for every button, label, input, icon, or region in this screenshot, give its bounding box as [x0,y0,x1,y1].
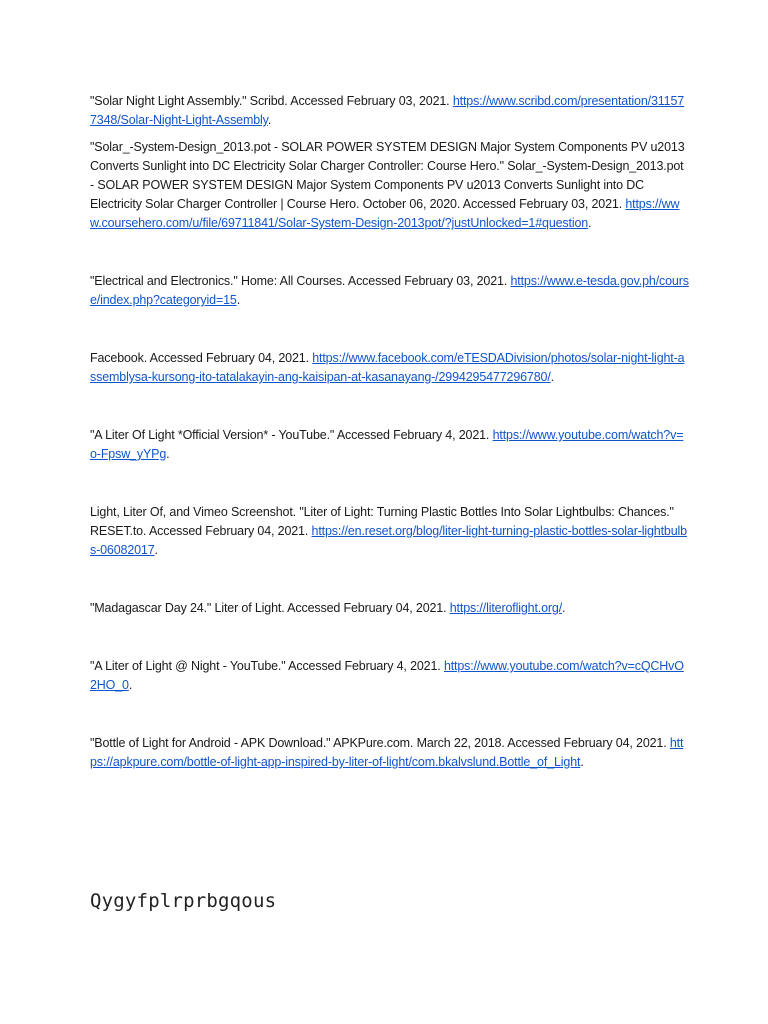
reference-link[interactable]: https://www.youtube.com/watch?v=cQCHvO2HO_0 [90,659,684,692]
reference-item-6 [90,503,690,560]
reference-end: . [580,755,584,769]
reference-end: . [588,216,592,230]
reference-item-2 [90,138,690,233]
reference-item-3 [90,272,690,310]
reference-item-7 [90,599,690,618]
reference-text: "Solar_-System-Design_2013.pot - SOLAR POWER SYSTEM DESIGN Major System Components PV u2013 Converts Sunlight into DC Electricity Solar Charger Controller: Course Hero." Solar_-System-Design_2013.pot - SOLAR POWER SYSTEM DESIGN Major System Components PV u2013 Converts Sunlight into DC Electricity Solar Charger Controller | Course Hero. October 06, 2020. Accessed February 03, 2021. [90,140,685,211]
reference-text: "Bottle of Light for Android - APK Download." APKPure.com. March 22, 2018. Accessed February 04, 2021. [90,736,670,750]
reference-text: "A Liter of Light @ Night - YouTube." Accessed February 4, 2021. [90,659,444,673]
reference-end: . [562,601,566,615]
reference-end: . [154,543,158,557]
reference-end: . [267,113,272,127]
reference-end: . [128,678,133,692]
reference-text: "Electrical and Electronics." Home: All Courses. Accessed February 03, 2021. [90,274,511,288]
reference-item-1 [90,92,690,130]
reference-link[interactable]: https://www.facebook.com/eTESDADivision/photos/solar-night-light-assemblysa-kursong-ito-tatalakayin-ang-kaisipan-at-kasanayang-/2994295477296780/ [90,351,685,384]
footer-code-text: Qygyfplrprbgqous [90,890,277,912]
reference-link[interactable]: https://www.e-tesda.gov.ph/course/index.php?categoryid=15 [90,274,689,307]
reference-text: "Madagascar Day 24." Liter of Light. Accessed February 04, 2021. [90,601,450,615]
reference-end: . [236,293,241,307]
reference-item-4 [90,349,690,387]
reference-link[interactable]: https://en.reset.org/blog/liter-light-turning-plastic-bottles-solar-lightbulbs-06082017 [90,524,687,557]
reference-text: Facebook. Accessed February 04, 2021. [90,351,313,365]
reference-end: . [550,370,554,384]
reference-link[interactable]: https://www.coursehero.com/u/file/69711841/Solar-System-Design-2013pot/?justUnlocked=1#question [90,197,680,230]
reference-item-5 [90,426,690,464]
reference-link[interactable]: https://literoflight.org/ [449,601,563,615]
reference-link[interactable]: https://www.youtube.com/watch?v=o-Fpsw_yYPg [90,428,684,461]
reference-link[interactable]: https://www.scribd.com/presentation/311577348/Solar-Night-Light-Assembly [90,94,685,127]
reference-text: "A Liter Of Light *Official Version* - YouTube." Accessed February 4, 2021. [90,428,493,442]
reference-text: "Solar Night Light Assembly." Scribd. Accessed February 03, 2021. [90,94,453,108]
reference-link[interactable]: https://apkpure.com/bottle-of-light-app-inspired-by-liter-of-light/com.bkalvslund.Bottle_of_Light [90,736,684,769]
reference-list [90,92,690,772]
reference-item-8 [90,657,690,695]
reference-text: Light, Liter Of, and Vimeo Screenshot. "Liter of Light: Turning Plastic Bottles Into Solar Lightbulbs: Chances." RESET.to. Accessed February 04, 2021. [90,505,674,538]
reference-item-9 [90,734,690,772]
reference-end: . [166,447,170,461]
